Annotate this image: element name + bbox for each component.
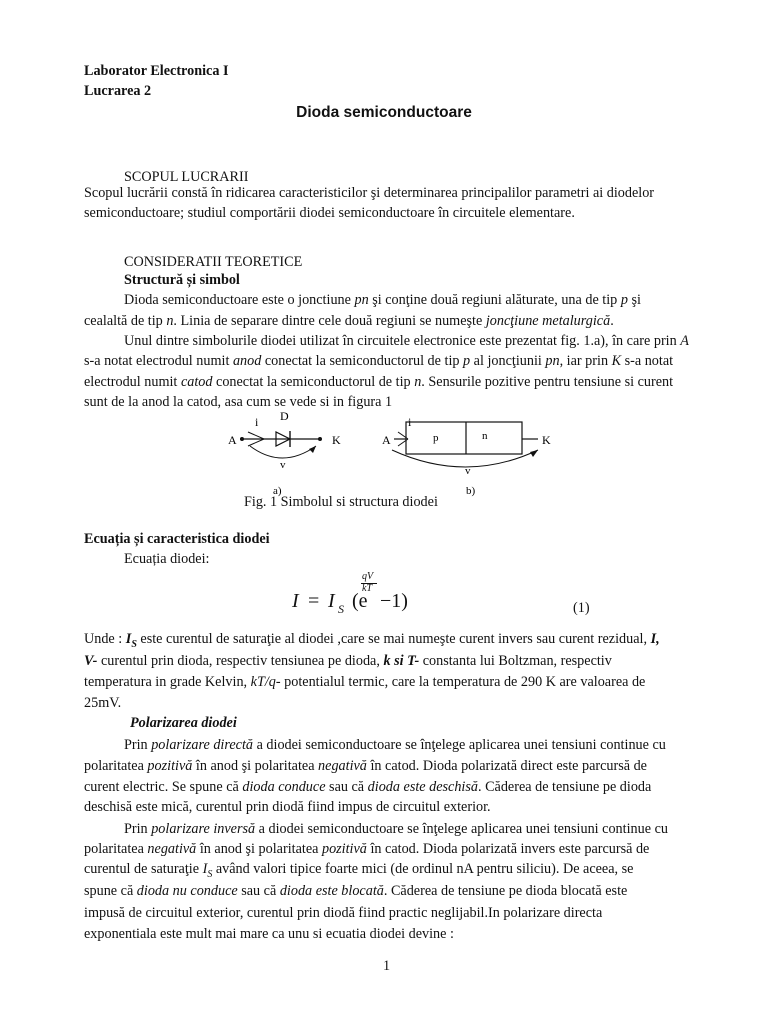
consideratii-heading: CONSIDERATII TEORETICE — [124, 254, 303, 270]
label-fig-a: a) — [273, 485, 282, 497]
invers-line5: impusă de circuitul exterior, curentul prin diodă fiind practic neglijabil.In polarizare directa — [84, 905, 603, 921]
invers-line6: exponentiala este mult mai mare ca unu si ecuatia diodei devine : — [84, 926, 454, 942]
para2-line1: Unul dintre simbolurile diodei utilizat în circuitele electronice este prezentat fig. 1.a), în care prin A — [124, 333, 689, 349]
structura-heading: Structură și simbol — [124, 272, 240, 288]
para2-line2: s-a notat electrodul numit anod conectat la semiconductorul de tip p al joncţiunii pn, iar prin K s-a notat — [84, 353, 674, 369]
label-D: D — [280, 409, 289, 423]
label-A-a: A — [228, 433, 237, 447]
diode-structure-figure — [382, 415, 551, 497]
label-i-a: i — [255, 415, 259, 429]
invers-line4: spune că dioda nu conduce sau că dioda este blocată. Căderea de tensiune pe dioda blocată este — [84, 883, 628, 899]
polarizare-heading: Polarizarea diodei — [130, 715, 237, 731]
invers-line1: Prin polarizare inversă a diodei semiconductoare se înţelege aplicarea unei tensiuni continue cu — [124, 821, 668, 837]
invers-line2: polaritatea negativă în anod şi polaritatea pozitivă în catod. Dioda polarizată invers este parcursă de — [84, 841, 650, 857]
label-fig-b: b) — [466, 485, 476, 497]
invers-line3: curentul de saturaţie $I_S$ având valori tipice foarte mici (de ordinul nA pentru siliciu). De aceea, se — [84, 861, 634, 880]
ecuatia-subheading: Ecuația diodei: — [124, 551, 210, 567]
unde-line1: Unde : $I_S$ este curentul de saturaţie al diodei ,care se mai numeşte curent invers sau curent rezidual, I, — [84, 631, 660, 650]
para2-line4: sunt de la anod la catod, asa cum se vede si in figura 1 — [84, 394, 393, 410]
label-v-b: v — [465, 465, 471, 477]
figure-caption: Fig. 1 Simbolul si structura diodei — [244, 494, 438, 510]
label-p-region: p — [433, 432, 439, 444]
page-title: Dioda semiconductoare — [296, 104, 472, 121]
scop-line-2: semiconductoare; studiul comportării diodei semiconductoare în circuitele elementare. — [84, 205, 575, 221]
label-A-b: A — [382, 433, 391, 447]
para1-line2: cealaltă de tip n. Linia de separare dintre cele două regiuni se numeşte joncţiune metalurgică. — [84, 313, 614, 329]
unde-line3: temperatura in grade Kelvin, kT/q- potentialul termic, care la temperatura de 290 K are valoarea de — [84, 674, 646, 690]
label-i-b: i — [408, 415, 412, 429]
label-v-a: v — [280, 459, 286, 471]
direct-line3: curent electric. Se spune că dioda conduce sau că dioda este deschisă. Căderea de tensiune pe dioda — [84, 779, 652, 795]
para2-line3: electrodul numit catod conectat la semiconductorul de tip n. Sensurile pozitive pentru tensiune si curent — [84, 374, 674, 390]
equation-number: (1) — [573, 600, 590, 616]
direct-line4: deschisă este mică, curentul prin diodă fiind impus de circuitul exterior. — [84, 799, 491, 815]
unde-line4: 25mV. — [84, 695, 122, 711]
direct-line2: polaritatea pozitivă în anod şi polaritatea negativă în catod. Dioda polarizată direct este parcursă de — [84, 758, 647, 774]
direct-line1: Prin polarizare directă a diodei semiconductoare se înţelege aplicarea unei tensiuni continue cu — [124, 737, 666, 753]
scop-line-1: Scopul lucrării constă în ridicarea caracteristicilor şi determinarea principalilor parametri ai diodelor — [84, 185, 655, 201]
lucrare-number: Lucrarea 2 — [84, 83, 152, 99]
label-K-a: K — [332, 433, 341, 447]
lab-title: Laborator Electronica I — [84, 63, 229, 79]
label-K-b: K — [542, 433, 551, 447]
ecuatia-heading: Ecuația și caracteristica diodei — [84, 531, 270, 547]
diode-equation: I = I S (e qV kT −1) — [292, 571, 408, 616]
para1-line1: Dioda semiconductoare este o jonctiune pn şi conţine două regiuni alăturate, una de tip p şi — [124, 292, 641, 308]
scop-heading: SCOPUL LUCRARII — [124, 169, 249, 185]
label-n-region: n — [482, 430, 488, 442]
figure-1 — [220, 408, 560, 498]
page-number: 1 — [383, 958, 391, 974]
diode-symbol-figure — [228, 409, 341, 497]
unde-line2: V- curentul prin dioda, respectiv tensiunea pe dioda, k si T- constanta lui Boltzman, respectiv — [84, 653, 612, 669]
